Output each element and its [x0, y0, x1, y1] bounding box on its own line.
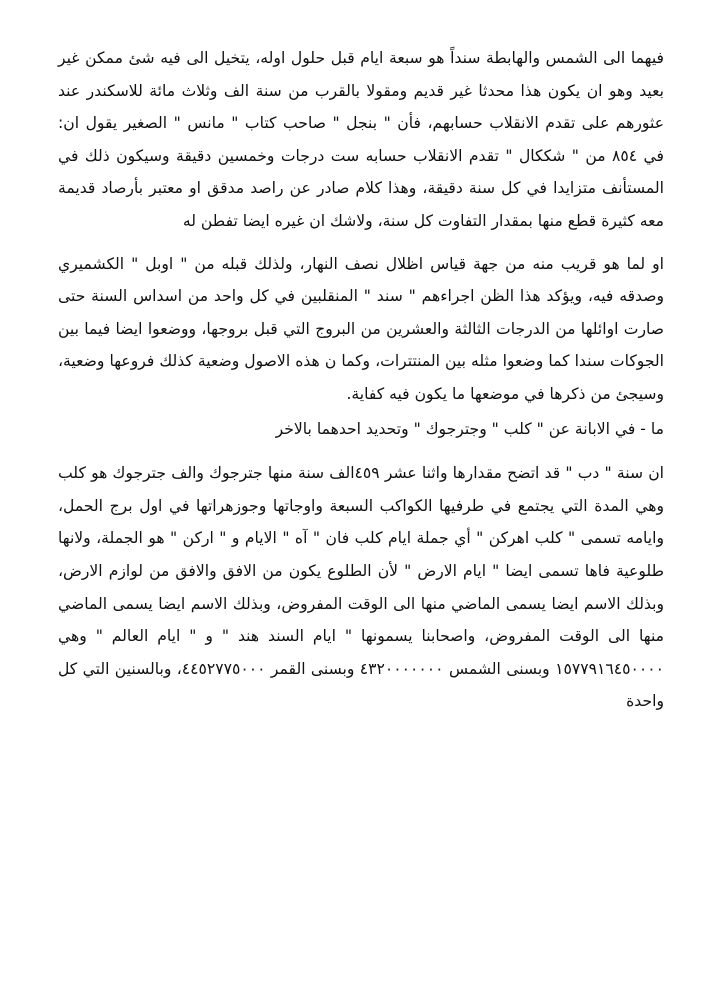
paragraph-3: ان سنة " دب " قد اتضح مقدارها واثنا عشر ٤٥٩الف سنة منها جترجوك والف جترجوك هو كلب وهي المدة التي يجتمع في طرفيها الكواكب السبعة واوجاتها وجوزهراتها في اول برج الحمل، وايامه تسمى " كلب اهركن " أي جملة ايام كلب فان " آه " الايام و " اركن " هو الجملة، ولانها طلوعية فاها تسمى ايضا " ايام الارض " لأن الطلوع يكون من الافق والافق من لوازم الارض، وبذلك الاسم ايضا يسمى الماضي منها الى الوقت المفروض، وبذلك الاسم ايضا يسمى الماضي منها الى الوقت المفروض، واصحابنا يسمونها " ايام السند هند " و " ايام العالم " وهي ١٥٧٧٩١٦٤٥٠٠٠٠ وبسنى الشمس ٤٣٢٠٠٠٠٠٠٠ وبسنى القمر ٤٤٥٢٧٧٥٠٠٠، وبالسنين التي كل واحدة	[58, 464, 664, 711]
document-page	[58, 42, 664, 718]
paragraph-1: فيهما الى الشمس والهابطة سنداً هو سبعة ايام قبل حلول اوله، يتخيل الى فيه شئ ممكن غير بعيد وهو ان يكون هذا محدثا غير قديم ومقولا بالقرب من سنة الف وثلاث مائة للاسكندر عند عثورهم على تقدم الانقلاب حسابهم، فأن " بنجل " صاحب كتاب " مانس " الصغير يقول ان: في ٨٥٤ من " شككال " تقدم الانقلاب حسابه ست درجات وخمسين دقيقة وسيكون ذلك في المستأنف متزايدا في كل سنة دقيقة، وهذا كلام صادر عن راصد مدقق او معتبر بأرصاد قديمة معه كثيرة قطع منها بمقدار التفاوت كل سنة، ولاشك ان غيره ايضا تفطن له	[58, 49, 664, 230]
section-heading: ما - في الابانة عن " كلب " وجترجوك " وتحديد احدهما بالاخر	[275, 419, 664, 438]
paragraph-2: او لما هو قريب منه من جهة قياس اظلال نصف النهار، ولذلك قبله من " اوبل " الكشميري وصدقه فيه، ويؤكد هذا الظن اجراءهم " سند " المنقلبين في كل واحد من اسداس السنة حتى صارت اوائلها من الدرجات الثالثة والعشرين من البروج التي قبل بروجها، ووضعوا ايضا فيما بين الجوكات سندا كما وضعوا مثله بين المنتترات، وكما ن هذه الاصول وضعية كذلك فروعها وضعية، وسيجئ من ذكرها في موضعها ما يكون فيه كفاية.	[58, 254, 664, 403]
